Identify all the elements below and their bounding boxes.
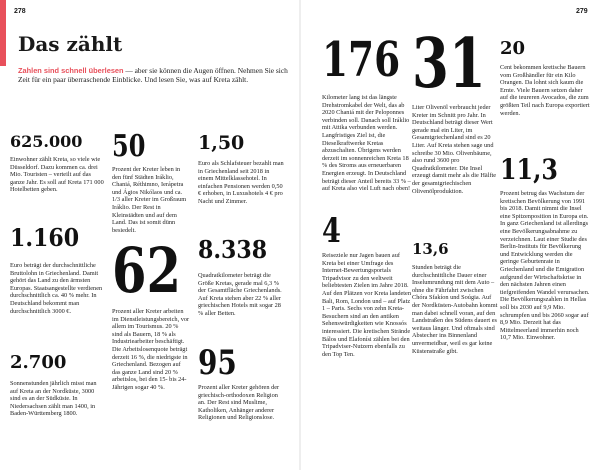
right-page [300,0,600,470]
page-number-left: 278 [14,8,26,15]
stat-text-62: Prozent aller Kreter arbeiten im Dienstleistungsbereich, vor allem im Tourismus. 20 % sind als Bauern, 18 % als Industriearbeiter beschäftigt. Die Arbeitslosenquote beträgt derzeit 16 %, die niedrigste in Griechenland. Bezogen auf das ganze Land sind 20 % arbeitslos, bei den 15- bis 24-Jährigen sogar 40 %. [112,308,190,391]
stat-text-4: Reiseziele nur Jagen bauen auf Kreta bei einer Umfrage des Internet-Bewertungsportals Tripadvisor zu den weltweit beliebtesten Zielen im Jahre 2018. Auf den Plätzen vor Kreta landeten Bali, Rom, London und – auf Platz 1 – Paris. Sechs von zehn Kreta-Besuchern sind an den antiken Sehenswürdigkeiten wie Knossós interessiert. Die kretischen Strände Bálos und Elafonísi zählen bei den Tripadviser-Nutzern ebenfalls zu den Top Ten. [322,252,411,358]
stat-number-136: 13,6 [412,240,449,258]
stat-number-625000: 625.000 [10,132,83,151]
intro-text [18,66,288,85]
stat-number-62: 62 [112,234,182,307]
stat-number-150: 1,50 [198,132,245,154]
stat-number-113: 11,3 [500,153,558,186]
stat-number-2700: 2.700 [10,352,67,373]
stat-number-176: 176 [322,32,401,88]
stat-number-8338: 8.338 [198,235,268,264]
stat-text-1160: Euro beträgt der durchschnittliche Bruttolohn in Griechenland. Damit gehört das Land zu den ärmsten Europas. Staatsangestellte verdienen durchschnittlich ca. 40 % mehr. In Deutschland bekommt man durchschnittlich 3000 €. [10,262,103,315]
stat-text-176: Kilometer lang ist das längste Drehstromkabel der Welt, das ab 2020 Chaniá mit der Peloponnes verbinden soll. Danach soll Iráklio mit Attika verbunden werden. Langfristiges Ziel ist, die Dieselkraftwerke Kretas abzuschalten. Übrigens werden derzeit im sonnenreichen Kreta 18 % des Stroms aus erneuerbaren Energien erzeugt. In Deutschland beträgt dieser Anteil bereits 33 % – auf Kreta also viel Luft nach oben! [322,94,411,193]
stat-text-113: Prozent betrug das Wachstum der kretischen Bevölkerung von 1991 bis 2018. Damit nimmt die Insel eine Spitzenposition in Europa ein. In ganz Griechenland ist allerdings eine Bevölkerungsabnahme zu verzeichnen. Laut einer Studie des Berlin-Instituts für Bevölkerung und Entwicklung werden die geringe Geburtenrate in Griechenland und die Emigration aufgrund der Wirtschaftskrise in den nächsten Jahren einen tiefgreifenden Wandel verursachen. Die Bevölkerungszahlen in Hellas soll bis 2030 auf 9,9 Mio. schrumpfen und bis 2060 sogar auf 8,9 Mio. Derzeit hat das Mittelmeerland immerhin noch 10,7 Mio. Einwohner. [500,190,590,342]
intro-rest: — aber sie können die Augen öffnen. Nehmen Sie sich Zeit für ein paar überraschende Einblicke. Und lesen Sie, was auf Kreta zählt. [18,66,288,85]
stat-number-4: 4 [322,211,341,251]
page-title: Das zählt [18,32,123,56]
stat-text-20: Cent bekommen kretische Bauern vom Großhändler für ein Kilo Orangen. Da lohnt sich kaum die Ernte. Viele Bauern setzen daher auf die teureren Avocados, die zum größten Teil nach Europa exportiert werden. [500,64,590,117]
stat-number-31: 31 [412,24,486,104]
page-number-right: 279 [576,8,588,15]
stat-text-2700: Sonnenstunden jährlich misst man auf Kreta an der Nordküste, 3000 sind es an der Südküste. In Niedersachsen zählt man 1400, in Baden-Württemberg 1800. [10,380,97,418]
stat-text-95: Prozent aller Kreter gehören der griechisch-orthodoxen Religion an. Der Rest sind Muslime, Katholiken, Anhänger anderer Religionen und Religionslose. [198,384,280,422]
stat-text-8338: Quadratkilometer beträgt die Größe Kretas, gerade mal 6,3 % der Gesamtfläche Griechenlands. Auf Kreta stehen aber 22 % aller griechischen Hotels mit sogar 28 % aller Betten. [198,272,282,317]
stat-number-50: 50 [112,129,146,164]
stat-text-31: Liter Olivenöl verbraucht jeder Kreter im Schnitt pro Jahr. In Deutschland beträgt dieser Wert gerade mal ein Liter, im Gesamtgriechenland sind es 20 Liter. Auf Kreta stehen sage und schreibe 30 Mio. Olivenbäume, also rund 3600 pro Quadratkilometer. Die Insel erzeugt damit mehr als die Hälfte der gesamtgriechischen Olivenölproduktion. [412,104,497,195]
stat-number-1160: 1.160 [10,223,80,252]
stat-number-20: 20 [500,38,526,59]
intro-highlight: Zahlen sind schnell überlesen [18,66,124,75]
accent-bar [0,0,6,66]
stat-number-95: 95 [198,343,237,383]
stat-text-150: Euro als Schlafsteuer bezahlt man in Griechenland seit 2018 in einem Mittelklassehotel. In einfachen Pensionen werden 0,50 € erhoben, in Luxushotels 4 € pro Nacht und Zimmer. [198,160,284,205]
stat-text-50: Prozent der Kreter leben in den fünf Städten Iráklio, Chaniá, Réthimno, Ierápetra und Ágios Nikólaos und ca. 1/3 aller Kreter im Großraum Iráklio. Der Rest in Kleinstädten und auf dem Land. Das ist somit dünn besiedelt. [112,166,187,234]
stat-text-136: Stunden beträgt die durchschnittliche Dauer einer Inselumrundung mit dem Auto – ohne die Fährfahrt zwischen Chóra Sfakíon und Soúgia. Auf der Nordküsten-Autobahn kommt man dabei schnell voran, auf den Landstraßen des Südens dauert es weitaus länger. Und oftmals sind Abstecher ins Binnenland unvermeidbar, weil es gar keine Küstenstraße gibt. [412,264,498,355]
stat-text-625000: Einwohner zählt Kreta, so viele wie Düsseldorf. Dazu kommen ca. drei Mio. Touristen – verteilt auf das ganze Jahr. Es soll auf Kreta 171 000 Hotelbetten geben. [10,156,104,194]
